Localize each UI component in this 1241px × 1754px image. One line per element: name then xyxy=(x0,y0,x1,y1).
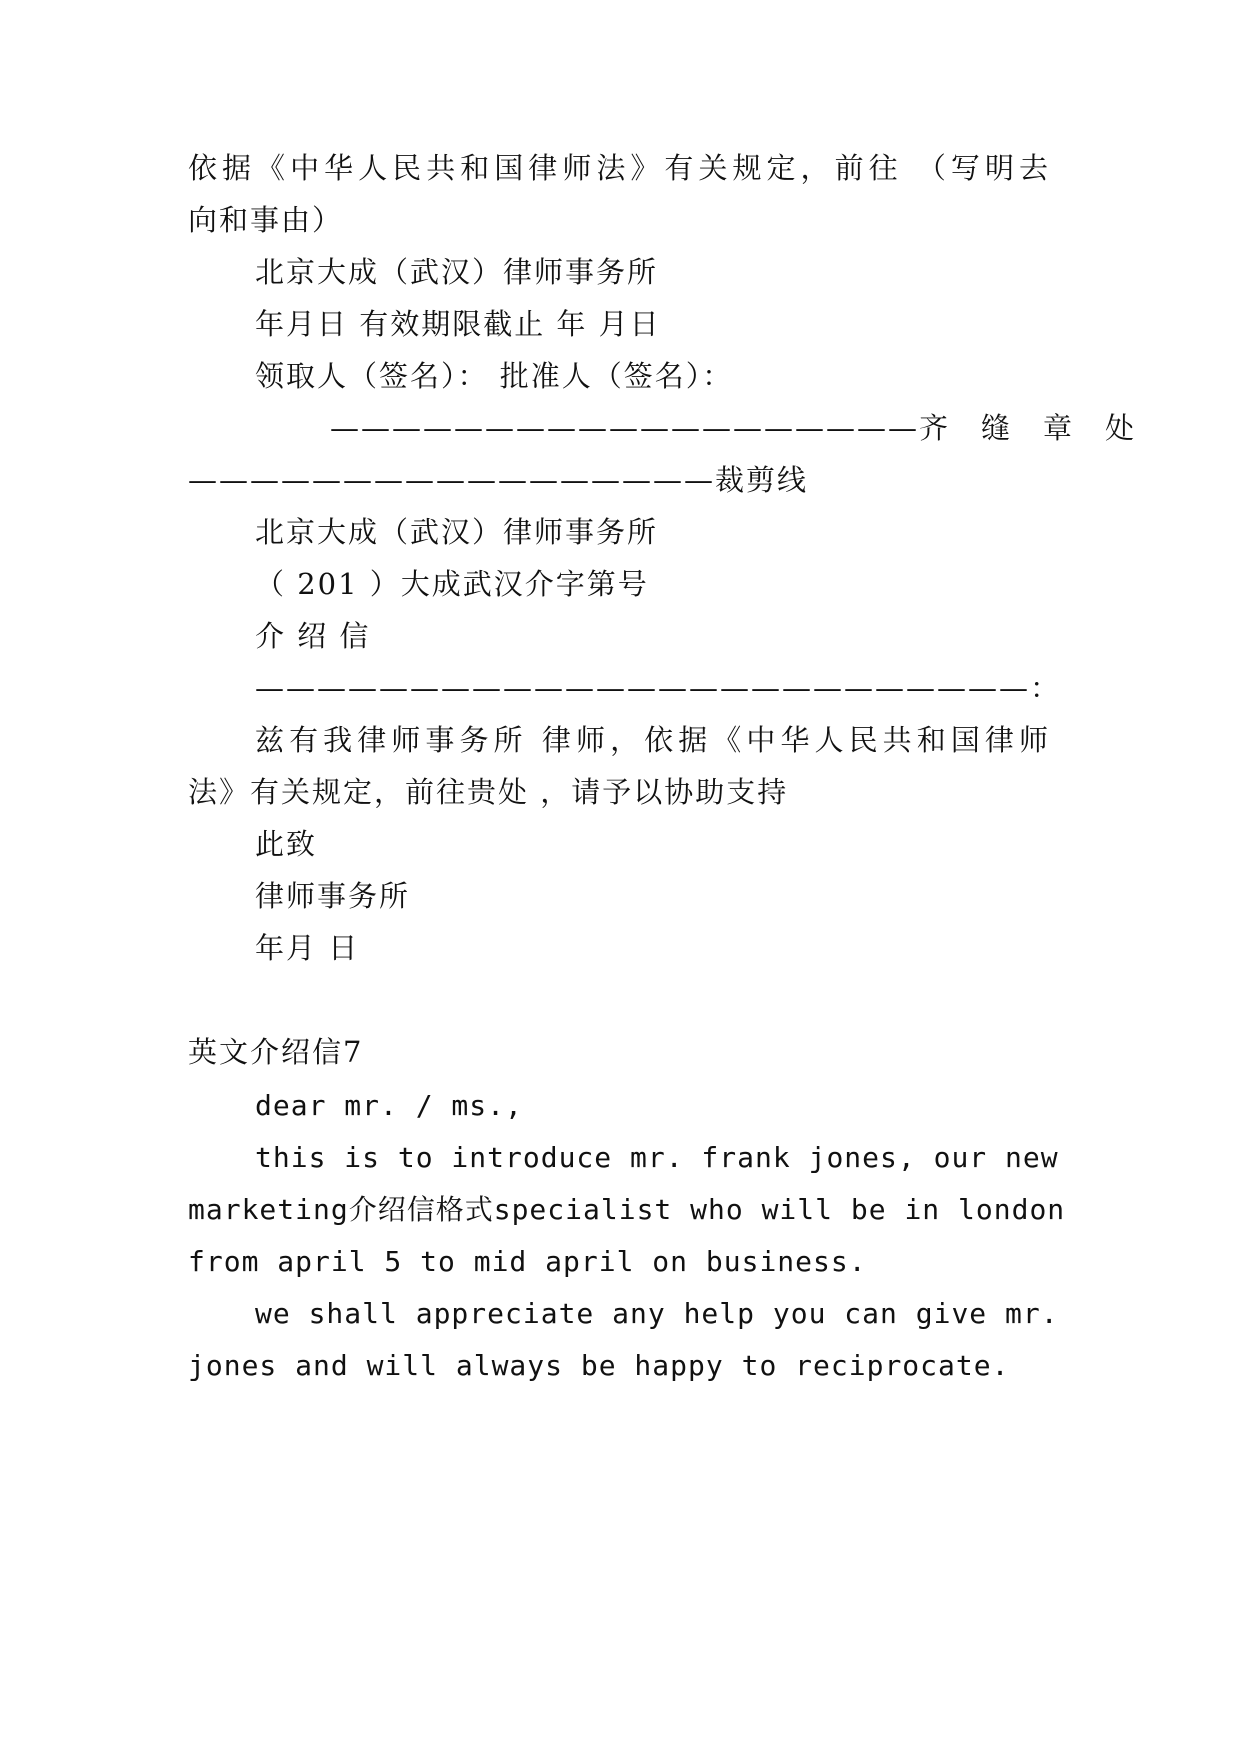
english-line: this is to introduce mr. frank jones, our new xyxy=(255,1141,1059,1174)
reference-number: （ 201 ）大成武汉介字第号 xyxy=(255,567,649,601)
letter-heading: 介 绍 信 xyxy=(255,619,371,653)
text-line: 北京大成（武汉）律师事务所 xyxy=(255,515,659,549)
date-line: 年月 日 xyxy=(255,931,360,965)
text-line: 依据《中华人民共和国律师法》有关规定，前往 （写明去 xyxy=(188,151,1050,185)
cut-line: —————————————————裁剪线 xyxy=(188,463,809,497)
english-line: marketing介绍信格式specialist who will be in london xyxy=(188,1193,1066,1226)
english-line: we shall appreciate any help you can give mr. xyxy=(255,1297,1059,1330)
english-line: from april 5 to mid april on business. xyxy=(188,1245,867,1278)
english-line: dear mr. / ms., xyxy=(255,1089,523,1122)
addressee-line: —————————————————————————： xyxy=(255,671,1062,705)
text-line: 兹有我律师事务所 律师，依据《中华人民共和国律师 xyxy=(255,723,1050,757)
seam-seal-line: ———————————————————齐 缝 章 处 xyxy=(330,411,1137,445)
text-line: 北京大成（武汉）律师事务所 xyxy=(255,255,659,289)
text-line: 律师事务所 xyxy=(255,879,411,913)
text-line: 法》有关规定，前往贵处 ，请予以协助支持 xyxy=(188,775,789,809)
text-line: 领取人（签名）： 批准人（签名）： xyxy=(255,359,734,393)
text-line: 向和事由） xyxy=(188,203,344,237)
text-line: 年月日 有效期限截止 年 月日 xyxy=(255,307,661,341)
section-title: 英文介绍信7 xyxy=(188,1035,364,1069)
text-line: 此致 xyxy=(255,827,318,861)
english-line: jones and will always be happy to reciprocate. xyxy=(188,1349,1010,1382)
